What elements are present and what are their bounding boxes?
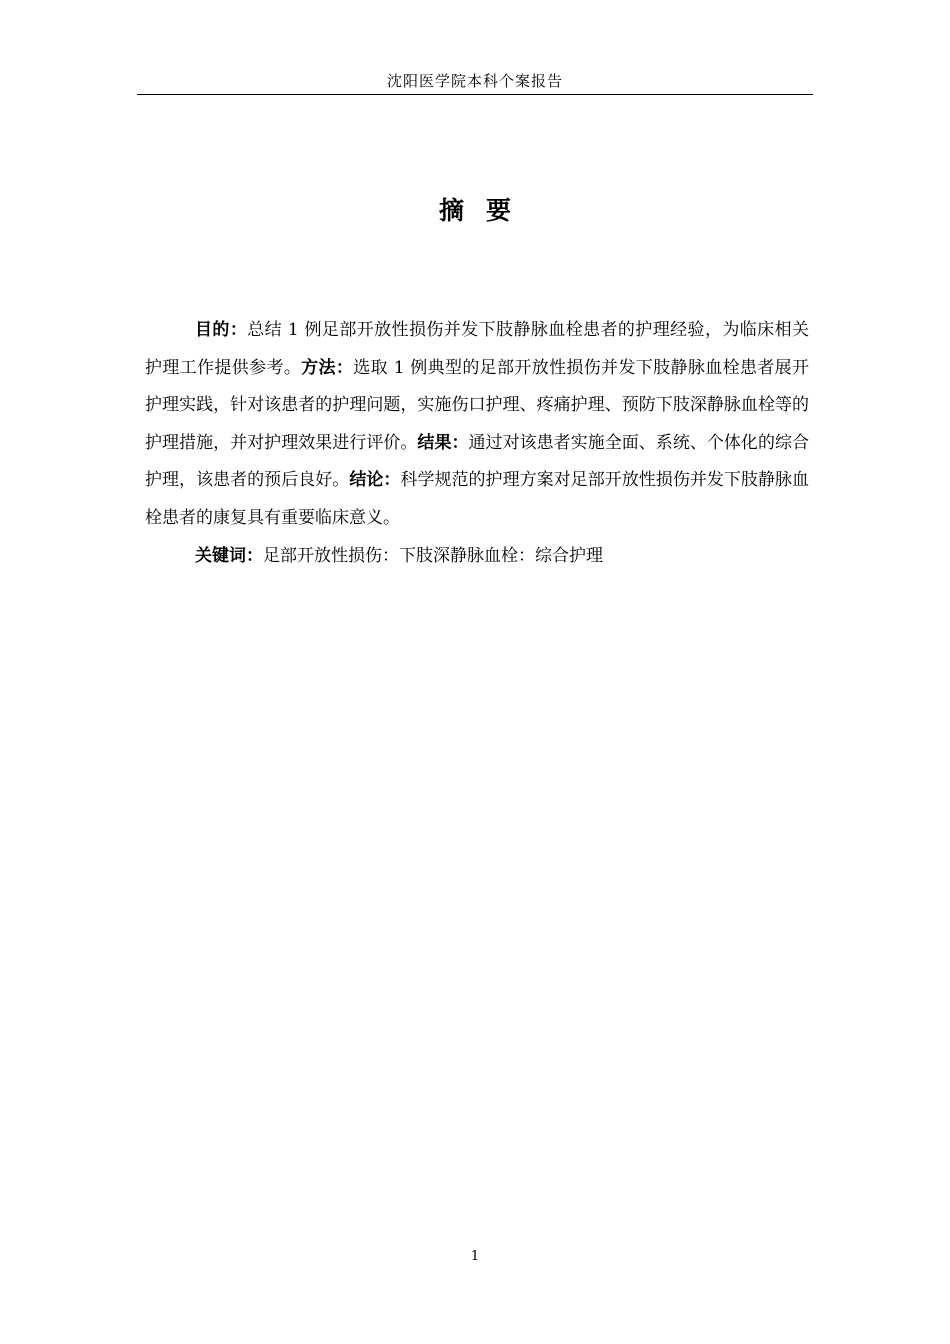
objective-label: 目的：	[195, 320, 248, 340]
abstract-paragraph	[145, 312, 809, 538]
objective-text: 总结 1 例足部开放性损伤并发下肢静脉血栓患者的护理经验，为临床相关护理工作提供参考。	[145, 320, 809, 378]
abstract-body	[145, 312, 809, 575]
keywords-text: 足部开放性损伤：下肢深静脉血栓：综合护理	[263, 545, 603, 566]
conclusion-text: 科学规范的护理方案对足部开放性损伤并发下肢静脉血栓患者的康复具有重要临床意义。	[145, 470, 810, 528]
page-header: 沈阳医学院本科个案报告	[137, 70, 813, 95]
method-label: 方法：	[301, 357, 354, 378]
abstract-heading-char-2: 要	[486, 196, 512, 225]
keywords-label: 关键词：	[195, 545, 263, 566]
result-label: 结果：	[417, 432, 469, 453]
page-number: 1	[470, 1249, 480, 1264]
conclusion-label: 结论：	[349, 470, 401, 491]
keywords-line	[145, 538, 809, 576]
abstract-heading	[0, 193, 950, 229]
result-text: 通过对该患者实施全面、系统、个体化的综合护理，该患者的预后良好。	[145, 432, 810, 491]
method-text: 选取 1 例典型的足部开放性损伤并发下肢静脉血栓患者展开护理实践，针对该患者的护理问题，实施伤口护理、疼痛护理、预防下肢深静脉血栓等的护理措施，并对护理效果进行评价。	[145, 357, 810, 453]
abstract-heading-char-1: 摘	[438, 196, 464, 225]
